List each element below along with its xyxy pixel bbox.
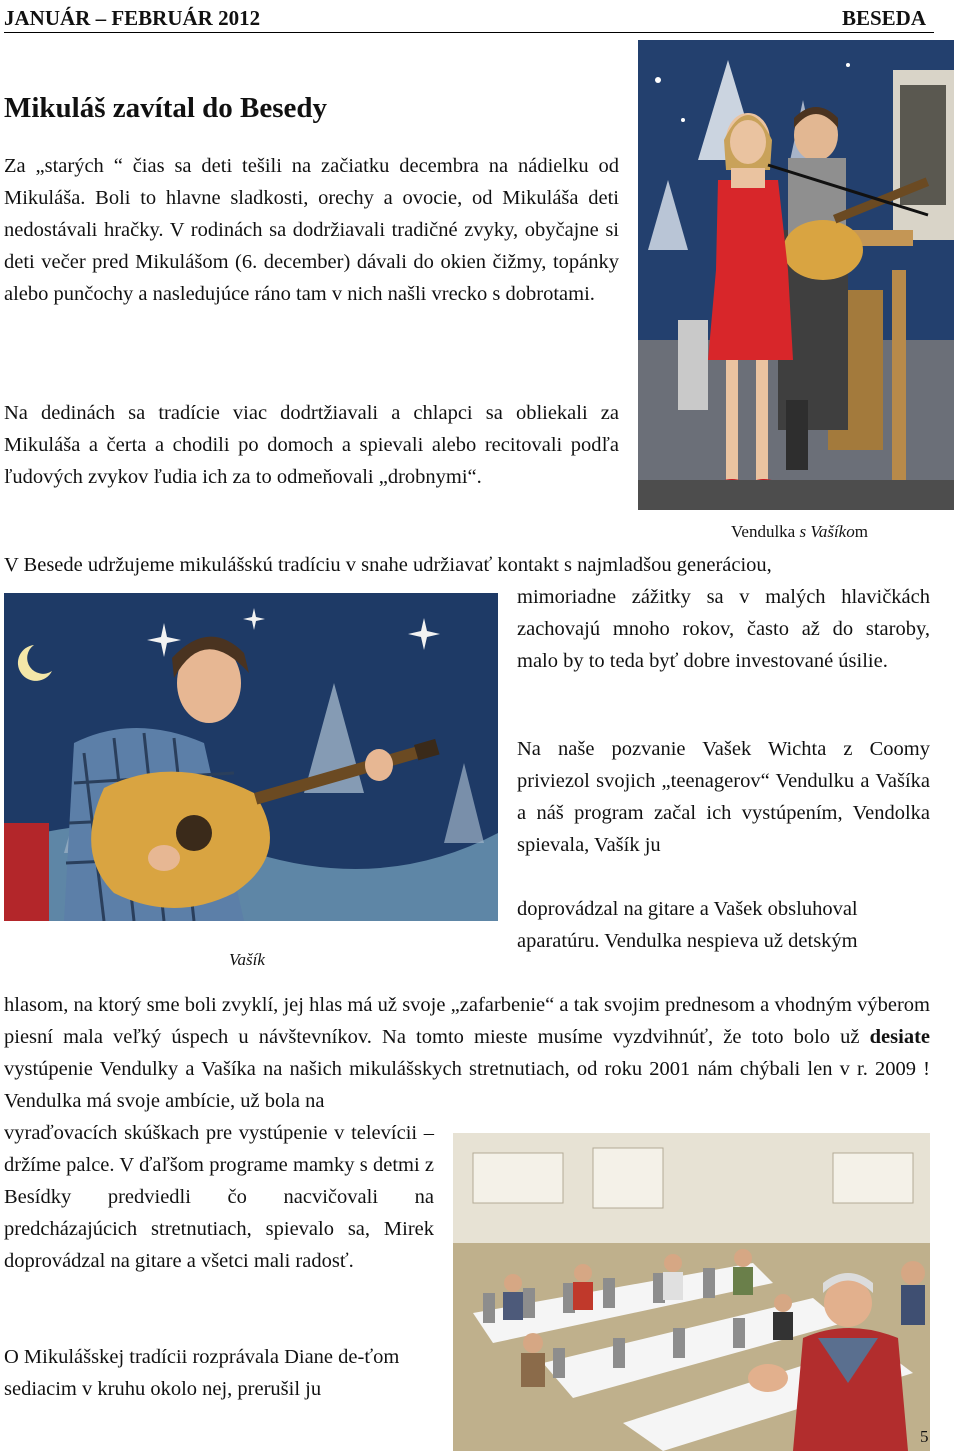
hall-illustration (453, 1133, 930, 1451)
page-number: 5 (920, 1427, 929, 1446)
header-publication: BESEDA (841, 6, 926, 30)
header-date: JANUÁR – FEBRUÁR 2012 (4, 6, 261, 30)
paragraph-performance (4, 989, 930, 1117)
stage-illustration (638, 40, 954, 510)
paragraph-tradition-line: V Besede udržujeme mikulášskú tradíciu v snahe udržiavať kontakt s najmladšou generáciou, (4, 554, 772, 576)
photo-vasik-guitar (4, 593, 498, 921)
vasik-illustration (4, 593, 498, 921)
caption-vasik-name: Vašík (229, 950, 265, 969)
caption-vendulka-with: s Vašíko (795, 522, 855, 541)
photo-vendulka-vasik (638, 40, 954, 510)
paragraph-villages: Na dedinách sa tradície viac dodrtžiavali a chlapci sa obliekali za Mikuláša a čerta a chodili po domoch a spievali alebo recitovali podľa ľudových zvykov ľudia ich za to odmeňovali „drobnymi“. (4, 402, 619, 488)
paragraph-tradition-rest: mimoriadne zážitky sa v malých hlavičkách zachovajú mnoho rokov, často až do staroby, malo by to teda byť dobre investované úsilie. (517, 586, 930, 672)
performance-text-a: hlasom, na ktorý sme boli zvyklí, jej hlas má už svoje „zafarbenie“ a tak svojim prednesom a vhodným výberom piesní mala veľký úspech u návštevníkov. Na tomto mieste musíme vyzdvihnúť, že toto bolo už (4, 994, 930, 1048)
caption-vendulka (731, 522, 868, 542)
page-header (4, 4, 934, 33)
paragraph-invitation: Na naše pozvanie Vašek Wichta z Coomy priviezol svojich „teenagerov“ Vendulku a Vašíka a náš program začal ich vystúpením, Vendolka spievala, Vašík ju (517, 738, 930, 856)
performance-emphasis: desiate (869, 1026, 930, 1048)
paragraph-accompaniment: doprovádzal na gitare a Vašek obsluhoval aparatúru. Vendulka nespieva už detským (517, 898, 858, 952)
article-title: Mikuláš zavítal do Besedy (4, 92, 328, 124)
caption-vendulka-name: Vendulka (731, 522, 796, 541)
performance-text-b: vystúpenie Vendulky a Vašíka na našich mikulášskych stretnutiach, od roku 2001 nám chýbali len v r. 2009 ! Vendulka má svoje ambície, už bola na (4, 1058, 930, 1112)
paragraph-intro: Za „starých “ čias sa deti tešili na začiatku decembra na nádielku od Mikuláša. Boli to hlavne sladkosti, orechy a ovocie, od Mikuláša deti nedostávali hračky. V rodinách sa dodržiavali tradičné zvyky, obyčajne si deti večer pred Mikulášom (6. december) dávali do okien čižmy, topánky alebo punčochy a nasledujúce ráno tam v nich našli vrecko s dobrotami. (4, 155, 619, 305)
caption-vasik (229, 950, 265, 970)
paragraph-diane: O Mikulášskej tradícii rozprávala Diane de-ťom sediacim v kruhu okolo nej, prerušil ju (4, 1346, 400, 1400)
caption-vendulka-end: m (854, 522, 868, 541)
paragraph-program: vyraďovacích skúškach pre vystúpenie v televícii – držíme palce. V ďaľšom programe mamky s detmi z Besídky predviedli čo nacvičovali na predcházajúcich stretnutiach, spievalo sa, Mirek doprovádzal na gitare a všetci mali radosť. (4, 1122, 434, 1272)
photo-audience-hall (453, 1133, 930, 1451)
